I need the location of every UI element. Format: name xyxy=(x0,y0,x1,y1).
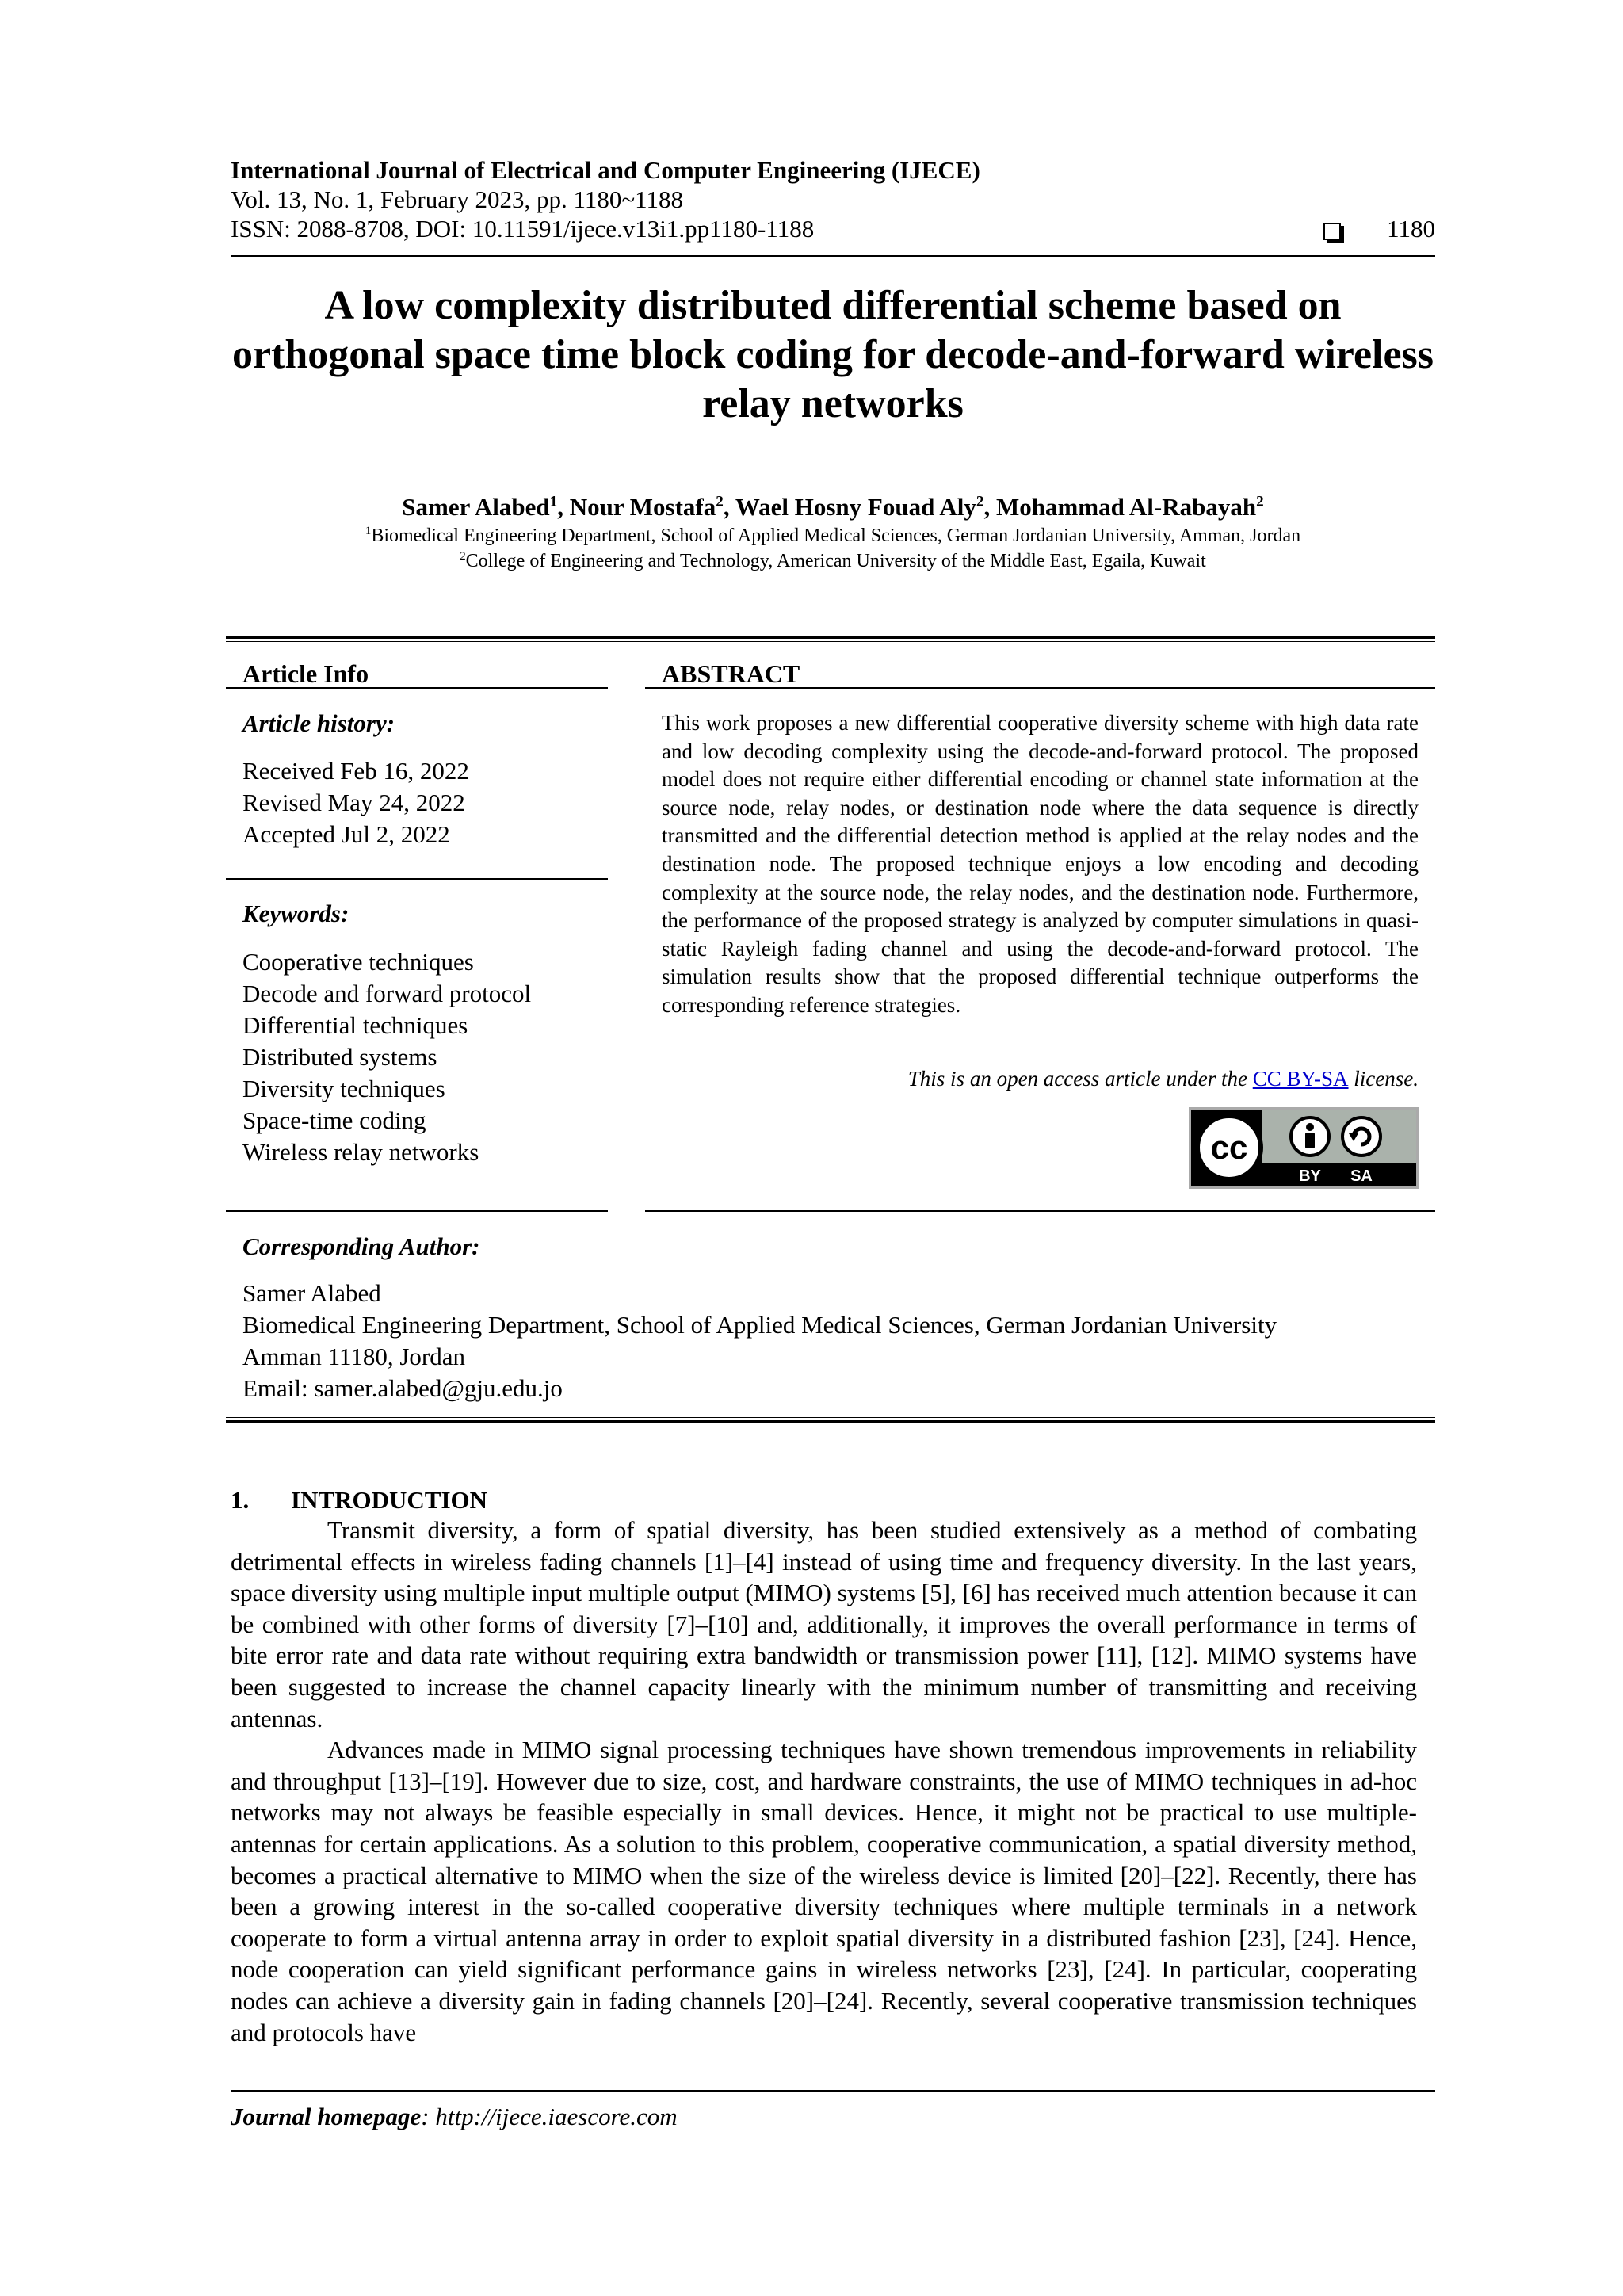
cc-by-sa-badge[interactable] xyxy=(1189,1107,1419,1189)
keyword-list xyxy=(242,946,531,1168)
footer-rule xyxy=(231,2090,1435,2092)
section-number: 1. xyxy=(231,1486,250,1514)
author-list: Samer Alabed$^1$, Nour Mostafa$^2$, Wael Hosny Fouad Aly$^2$, Mohammad Al-Rabayah$^2$ xyxy=(402,493,1264,521)
corresponding-dept: Biomedical Engineering Department, School of Applied Medical Sciences, German Jordanian University xyxy=(242,1311,1277,1339)
corresponding-separator-right xyxy=(645,1210,1435,1212)
paper-title: A low complexity distributed differential scheme based on orthogonal space time block coding for decode-and-forward wireless relay networks xyxy=(231,283,1434,426)
info-box-top-rule-thin xyxy=(226,641,1435,642)
introduction-body xyxy=(231,1515,1417,2048)
revised-date: Revised May 24, 2022 xyxy=(242,789,465,816)
sa-text: SA xyxy=(1350,1167,1373,1185)
author-name: Wael Hosny Fouad Aly xyxy=(735,493,976,521)
affiliation-number: 2 xyxy=(460,550,466,563)
running-header xyxy=(231,155,1435,243)
header-rule xyxy=(231,255,1435,257)
author-name: Nour Mostafa xyxy=(569,493,716,521)
author-name: Mohammad Al-Rabayah xyxy=(995,493,1257,521)
license-line xyxy=(662,1067,1419,1091)
cc-by-sa-icon xyxy=(1191,1110,1416,1186)
accepted-date: Accepted Jul 2, 2022 xyxy=(242,820,450,848)
keyword: Decode and forward protocol xyxy=(242,980,532,1007)
journal-homepage xyxy=(231,2103,678,2131)
keyword: Differential techniques xyxy=(242,1011,468,1039)
page-number-group xyxy=(1323,214,1435,243)
article-history xyxy=(242,755,469,850)
section-title: INTRODUCTION xyxy=(291,1486,488,1514)
homepage-label: Journal homepage xyxy=(231,2103,422,2130)
paragraph: Transmit diversity, a form of spatial diversity, has been studied extensively as a method of combating detrimental effects in wireless fading channels [1]–[4] instead of using time and frequency diversity. In the last years, space diversity using multiple input multiple output (MIMO) systems [5], [6] has received much attention because it can be combined with other forms of diversity [7]–[10] and, additionally, it improves the overall performance in terms of bite error rate and data rate without requiring extra bandwidth or transmission power [11], [12]. MIMO systems have been suggested to increase the channel capacity linearly with the minimum number of transmitting and receiving antennas. xyxy=(231,1516,1417,1733)
corresponding-email[interactable]: Email: samer.alabed@gju.edu.jo xyxy=(242,1374,563,1402)
corresponding-separator-left xyxy=(226,1210,608,1212)
info-box-bottom-rule xyxy=(226,1420,1435,1423)
cc-by-sa-link[interactable]: CC BY-SA xyxy=(1252,1067,1349,1091)
author-affiliation-mark: 2 xyxy=(1256,493,1264,510)
cc-text: cc xyxy=(1210,1129,1248,1166)
keyword: Distributed systems xyxy=(242,1043,437,1071)
info-box-top-rule xyxy=(226,636,1435,639)
affiliation-number: 1 xyxy=(365,525,372,537)
affiliation-line xyxy=(231,523,1435,548)
corresponding-city: Amman 11180, Jordan xyxy=(242,1343,465,1370)
square-bullet-icon xyxy=(1323,223,1341,240)
homepage-url[interactable]: : http://ijece.iaescore.com xyxy=(421,2103,678,2130)
affiliation-text: College of Engineering and Technology, American University of the Middle East, Egaila, Kuwait xyxy=(465,551,1206,571)
author-affiliation-mark: 2 xyxy=(716,493,724,510)
keywords-separator xyxy=(226,878,608,880)
affiliations xyxy=(231,523,1435,574)
corresponding-name: Samer Alabed xyxy=(242,1279,381,1307)
author-affiliation-mark: 2 xyxy=(976,493,984,510)
keyword: Cooperative techniques xyxy=(242,948,474,976)
section-heading xyxy=(231,1486,487,1515)
author-affiliation-mark: 1 xyxy=(549,493,558,510)
info-box-bottom-rule-thin xyxy=(226,1417,1435,1418)
paragraph: Advances made in MIMO signal processing techniques have shown tremendous improvements in reliability and throughput [13]–[19]. However due to size, cost, and hardware constraints, the use of MIMO techniques in ad-hoc networks may not always be feasible especially in small devices. Hence, it might not be practical to use multiple-antennas for certain applications. As a solution to this problem, cooperative communication, a spatial diversity method, becomes a practical alternative to MIMO when the size of the wireless device is limited [20]–[22]. Recently, there has been a growing interest in the so-called cooperative diversity techniques where multiple terminals in a network cooperate to form a virtual antenna array in order to exploit spatial diversity in a distributed fashion [23], [24]. Hence, node cooperation can yield significant performance gains in wireless networks [23], [24]. In particular, cooperating nodes can achieve a diversity gain in fading channels [20]–[24]. Recently, several cooperative transmission techniques and protocols have xyxy=(231,1736,1417,2046)
corresponding-author-label: Corresponding Author: xyxy=(242,1232,480,1260)
keyword: Diversity techniques xyxy=(242,1075,445,1102)
corresponding-author-details xyxy=(242,1278,1277,1404)
journal-name: International Journal of Electrical and Computer Engineering (IJECE) xyxy=(231,156,980,184)
by-text: BY xyxy=(1299,1167,1321,1185)
page-number: 1180 xyxy=(1387,215,1435,243)
issn-doi: ISSN: 2088-8708, DOI: 10.11591/ijece.v13i1.pp1180-1188 xyxy=(231,215,815,243)
volume-info: Vol. 13, No. 1, February 2023, pp. 1180~1188 xyxy=(231,185,684,213)
affiliation-line xyxy=(231,548,1435,574)
keywords-label: Keywords: xyxy=(242,900,349,927)
article-info-heading: Article Info xyxy=(242,659,369,688)
received-date: Received Feb 16, 2022 xyxy=(242,757,469,785)
affiliation-text: Biomedical Engineering Department, School of Applied Medical Sciences, German Jordanian University, Amman, Jordan xyxy=(371,525,1301,546)
abstract-text: This work proposes a new differential cooperative diversity scheme with high data rate and low decoding complexity using the decode-and-forward protocol. The proposed model does not require either differential encoding or channel state information at the source node, relay nodes, or destination node where the data sequence is directly transmitted and the differential detection method is applied at the relay nodes and the destination node. The proposed technique enjoys a low encoding and decoding complexity at the source node, the relay nodes, and the destination node. Furthermore, the performance of the proposed strategy is analyzed by computer simulations in quasi-static Rayleigh fading channel and using the decode-and-forward protocol. The simulation results show that the proposed differential technique outperforms the corresponding reference strategies. xyxy=(662,711,1419,1017)
license-prefix: This is an open access article under the xyxy=(907,1067,1247,1091)
abstract-heading: ABSTRACT xyxy=(662,659,800,688)
license-suffix: license. xyxy=(1354,1067,1419,1091)
author-name: Samer Alabed xyxy=(402,493,550,521)
keyword: Wireless relay networks xyxy=(242,1138,479,1166)
keyword: Space-time coding xyxy=(242,1106,426,1134)
article-history-label: Article history: xyxy=(242,709,395,737)
